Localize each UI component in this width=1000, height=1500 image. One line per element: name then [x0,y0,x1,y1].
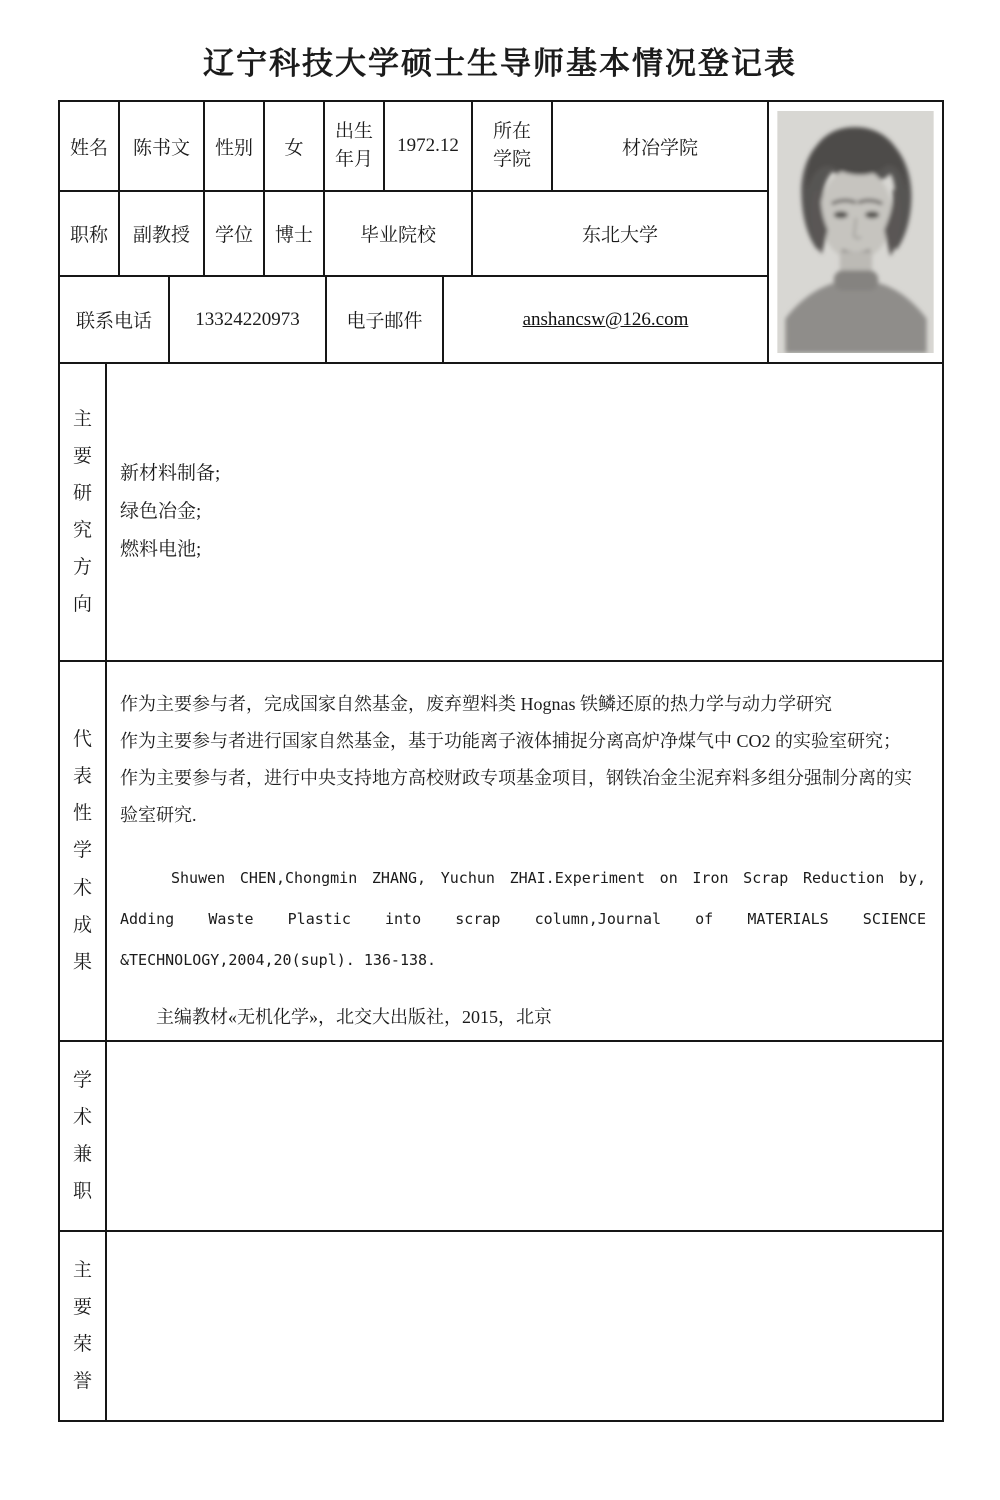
gender-label: 性别 [205,102,265,190]
row-name [60,102,767,192]
portrait-photo [777,111,934,353]
job-title-label: 职称 [60,192,120,275]
job-title-value: 副教授 [120,192,205,275]
name-label: 姓名 [60,102,120,190]
school-label: 毕业院校 [325,192,473,275]
college-label: 所在学院 [473,102,553,190]
phone-value: 13324220973 [170,277,327,362]
email-label: 电子邮件 [327,277,444,362]
section-research-content [107,364,942,660]
header-block [60,102,942,364]
birth-label: 出生年月 [325,102,385,190]
section-honors-label-cell [60,1232,107,1420]
section-positions [60,1042,942,1232]
birth-value: 1972.12 [385,102,473,190]
section-achievements-label: 代表性学术成果 [72,729,92,973]
research-line: 新材料制备; [120,463,221,484]
school-value: 东北大学 [581,225,658,246]
section-honors [60,1232,942,1420]
college-value: 材冶学院 [621,137,698,159]
email-link[interactable]: anshancsw@126.com [522,308,689,330]
section-positions-label: 学术兼职 [72,1069,92,1203]
section-research-label: 主要研究方向 [72,408,92,616]
phone-label: 联系电话 [60,277,170,362]
name-value: 陈书文 [120,102,205,190]
section-positions-content [107,1042,942,1230]
gender-value: 女 [265,102,325,190]
degree-value: 博士 [265,192,325,275]
section-honors-label: 主要荣誉 [72,1259,92,1393]
section-research-label-cell [60,364,107,660]
publication-english: Shuwen CHEN,Chongmin ZHANG, Yuchun ZHAI.Experiment on Iron Scrap Reduction by, Adding Waste Plastic into scrap column,Journal of MATERIALS SCIENCE &TECHNOLOGY,2004,20(supl). 136-138. [120,869,926,969]
photo-cell [769,102,942,362]
registration-table [58,100,944,1422]
section-research [60,364,942,662]
section-positions-label-cell [60,1042,107,1230]
textbook-line: 主编教材«无机化学»，北交大出版社，2015，北京 [156,1007,552,1027]
section-honors-content [107,1232,942,1420]
page-title: 辽宁科技大学硕士生导师基本情况登记表 [203,46,797,81]
project-line: 作为主要参与者进行国家自然基金，基于功能离子液体捕捉分离高炉净煤气中 CO2 的实验室研究； [120,731,902,751]
degree-label: 学位 [205,192,265,275]
section-achievements [60,662,942,1042]
row-title [60,192,767,277]
email-cell [444,277,767,362]
project-line: 作为主要参与者，完成国家自然基金，废弃塑料类 Hognas 铁鳞还原的热力学与动力学研究 [120,694,832,714]
section-achievements-label-cell [60,662,107,1040]
row-contact [60,277,767,362]
research-line: 燃料电池; [120,539,202,560]
research-line: 绿色冶金; [120,501,202,522]
header-fields [60,102,769,362]
section-achievements-content [107,662,942,1040]
project-line: 作为主要参与者，进行中央支持地方高校财政专项基金项目，钢铁冶金尘泥弃料多组分强制分离的实验室研究. [120,768,912,825]
